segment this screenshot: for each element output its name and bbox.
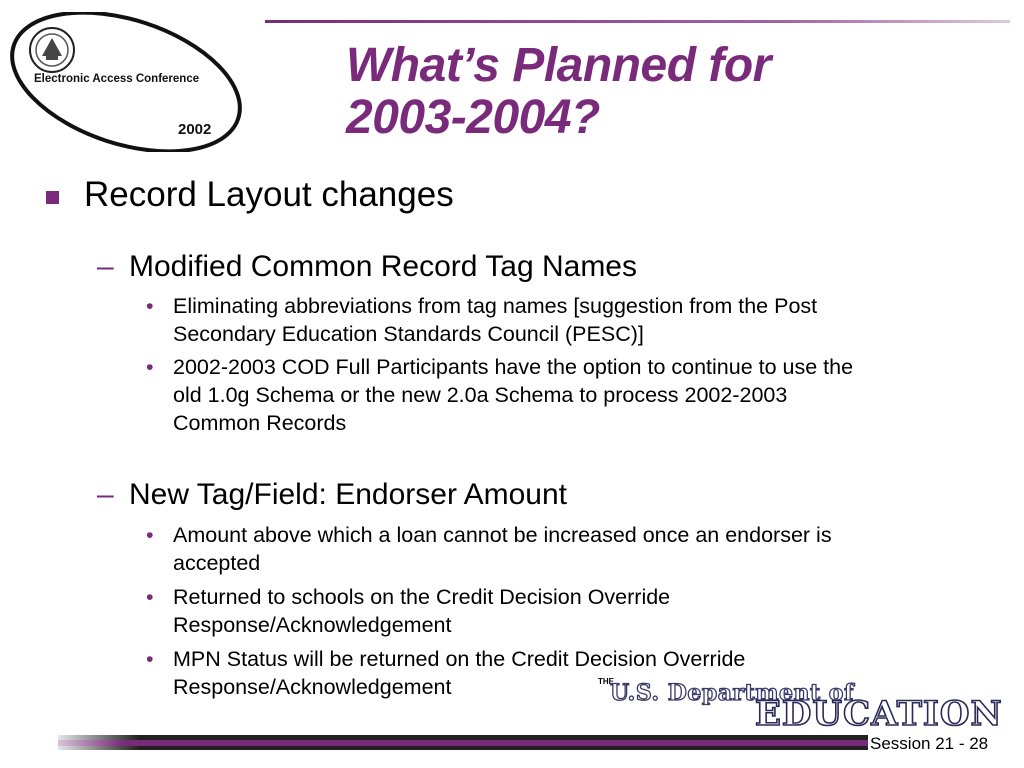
- dot-bullet-icon: •: [146, 585, 154, 609]
- list-item-line: accepted: [173, 551, 261, 575]
- section-heading-text: New Tag/Field: Endorser Amount: [129, 478, 568, 511]
- dot-bullet-icon: •: [146, 355, 154, 379]
- logo-department-text: U.S. Department of: [610, 680, 854, 706]
- square-bullet-icon: [46, 191, 59, 204]
- section-heading-text: Modified Common Record Tag Names: [129, 250, 637, 283]
- main-bullet-text: Record Layout changes: [84, 175, 454, 214]
- footer-bar: [58, 735, 868, 750]
- page-title: [346, 40, 771, 144]
- list-item-line: MPN Status will be returned on the Credit Decision Override: [173, 647, 746, 671]
- title-rule: [265, 20, 1010, 23]
- list-item-line: Secondary Education Standards Council (PESC)]: [173, 322, 644, 346]
- logo-education-text: EDUCATION: [755, 694, 1003, 734]
- section-heading: [97, 478, 568, 512]
- list-item-line: old 1.0g Schema or the new 2.0a Schema to process 2002-2003: [173, 383, 788, 407]
- title-line-2: 2003-2004?: [346, 91, 600, 144]
- section-heading: [97, 250, 637, 284]
- dash-bullet-icon: –: [97, 250, 114, 283]
- conference-logo: [6, 12, 258, 152]
- list-item: [146, 583, 993, 639]
- title-line-1: What’s Planned for: [346, 39, 771, 92]
- list-item: [146, 292, 993, 348]
- list-item-line: Eliminating abbreviations from tag names [suggestion from the Post: [173, 294, 818, 318]
- list-item-line: 2002-2003 COD Full Participants have the option to continue to use the: [173, 355, 854, 379]
- session-page-number: Session 21 - 28: [870, 734, 989, 753]
- list-item: [146, 353, 993, 437]
- dot-bullet-icon: •: [146, 523, 154, 547]
- list-item: [146, 645, 993, 701]
- logo-the-text: THE: [598, 677, 614, 686]
- list-item-line: Response/Acknowledgement: [173, 675, 452, 699]
- logo-year-text: 2002: [178, 121, 212, 138]
- list-item-line: Common Records: [173, 411, 347, 435]
- list-item-line: Returned to schools on the Credit Decision Override: [173, 585, 671, 609]
- logo-conference-text: Electronic Access Conference: [34, 73, 200, 85]
- list-item-line: Amount above which a loan cannot be increased once an endorser is: [173, 523, 832, 547]
- dot-bullet-icon: •: [146, 647, 154, 671]
- dot-bullet-icon: •: [146, 294, 154, 318]
- list-item: [146, 521, 993, 577]
- list-item-line: Response/Acknowledgement: [173, 613, 452, 637]
- dash-bullet-icon: –: [97, 478, 114, 511]
